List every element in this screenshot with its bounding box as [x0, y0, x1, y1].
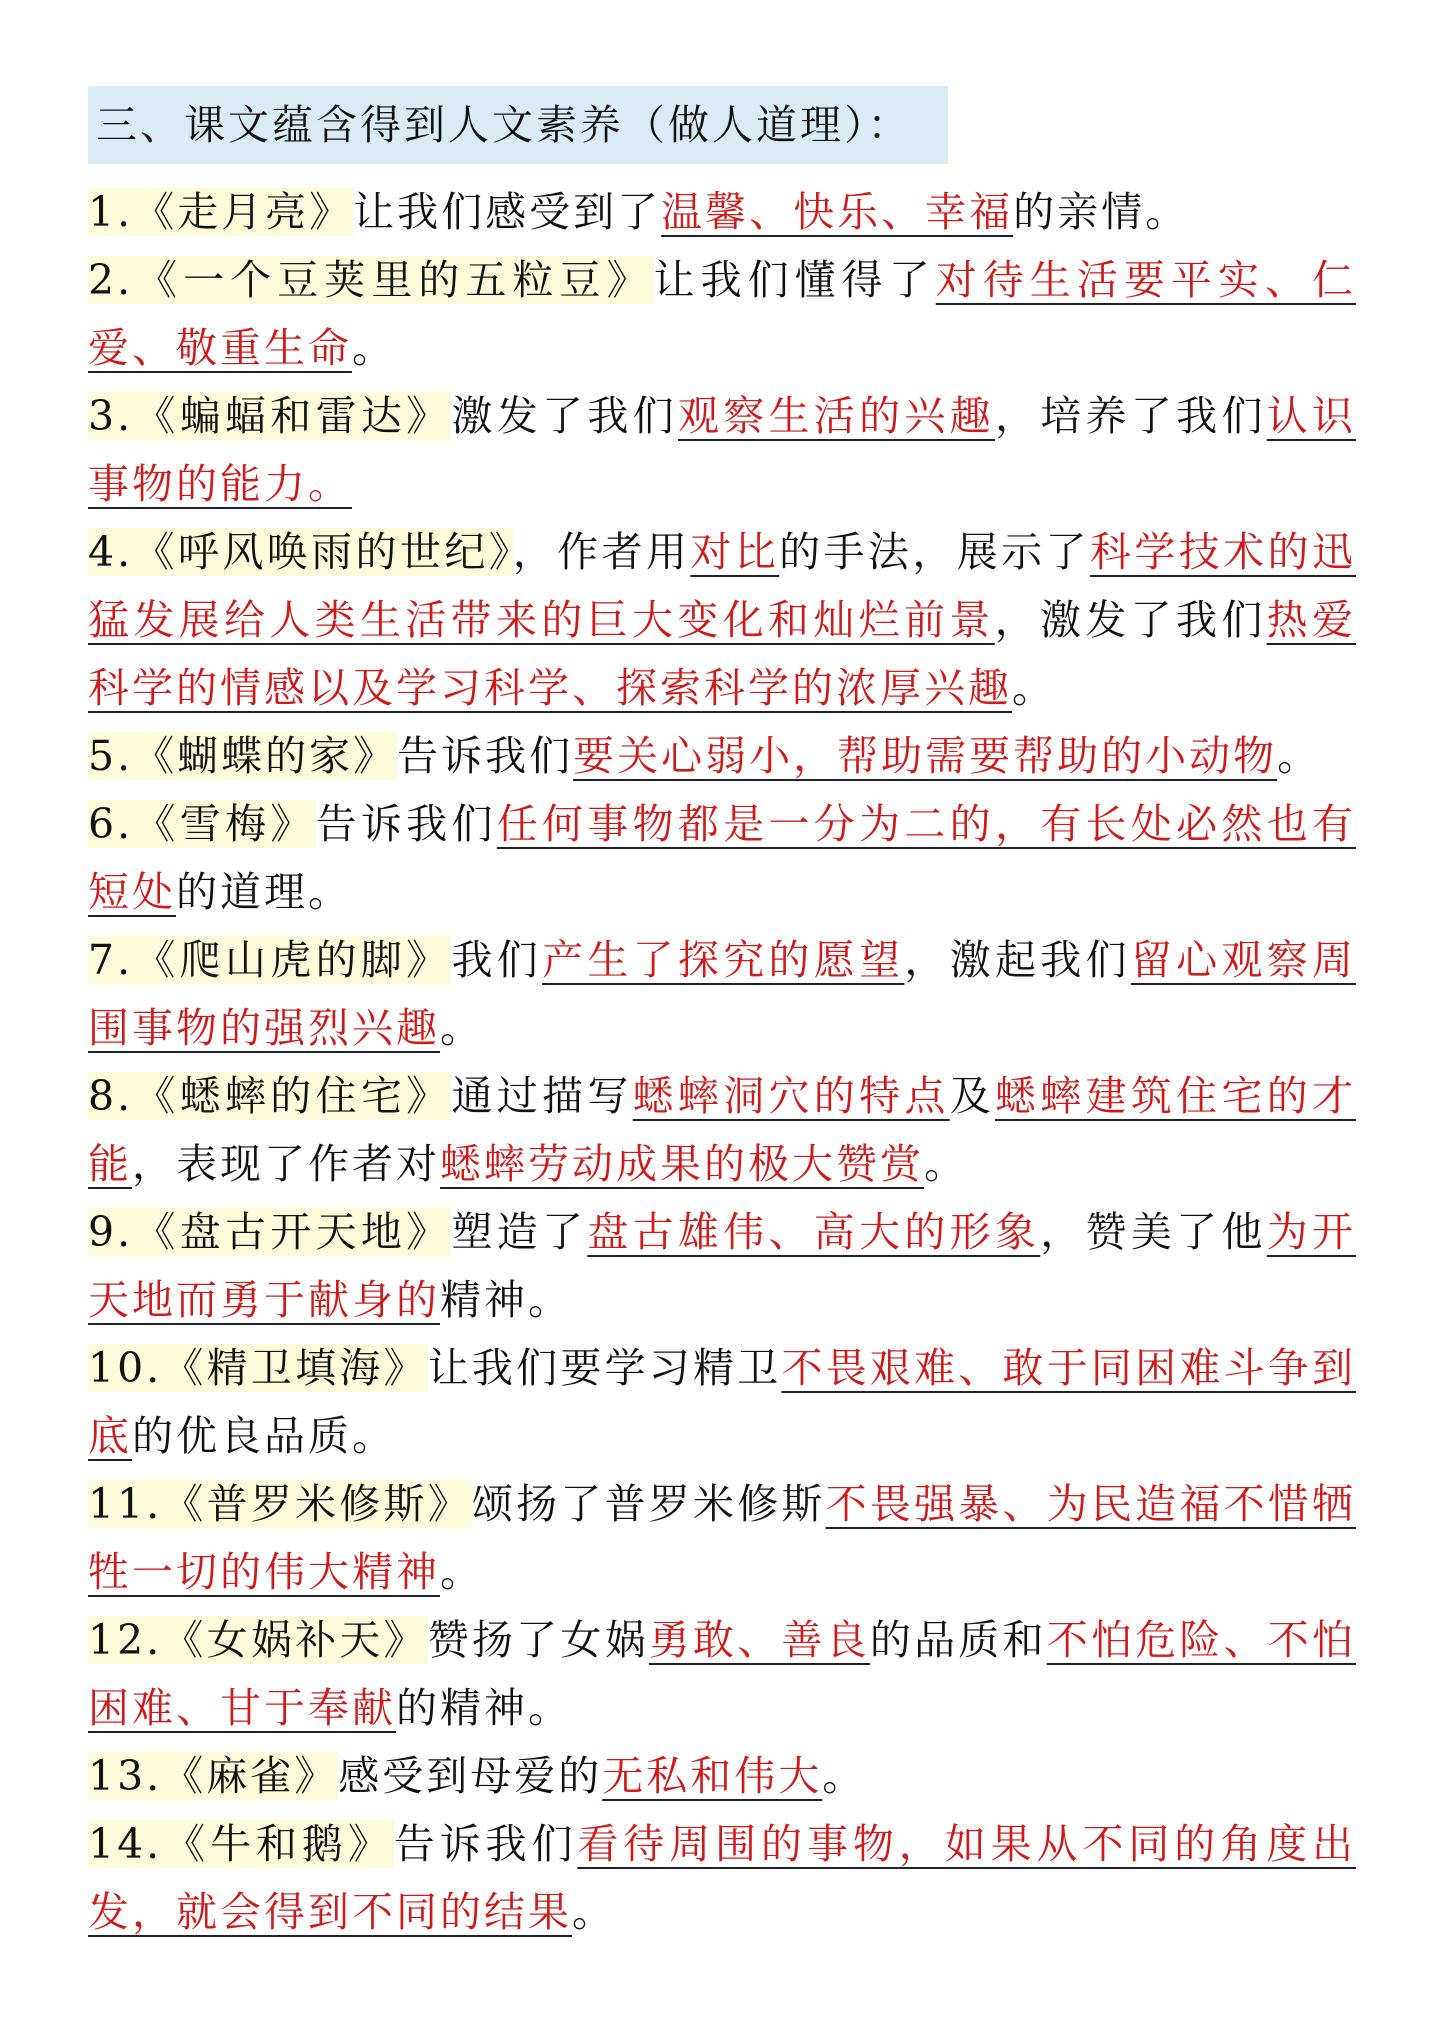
book-title: 4.《呼风唤雨的世纪》: [88, 528, 513, 576]
book-title: 7.《爬山虎的脚》: [88, 936, 452, 984]
keyword: 看待周围的事物，如果从不同的角度出发，就会得到不同的结果: [88, 1820, 1357, 1936]
list-item-14: 14.《牛和鹅》告诉我们看待周围的事物，如果从不同的角度出发，就会得到不同的结果。: [88, 1820, 1357, 1936]
book-title: 14.《牛和鹅》: [88, 1820, 394, 1868]
keyword: 对待生活要平实、仁爱、敬重生命: [88, 256, 1357, 372]
keyword: 留心观察周围事物的强烈兴趣: [88, 936, 1357, 1052]
book-title: 11.《普罗米修斯》: [88, 1480, 472, 1528]
book-title: 5.《蝴蝶的家》: [88, 732, 398, 780]
book-title: 3.《蝙蝠和雷达》: [88, 392, 452, 440]
book-title: 2.《一个豆荚里的五粒豆》: [88, 256, 654, 304]
book-title: 1.《走月亮》: [88, 188, 354, 236]
book-title: 13.《麻雀》: [88, 1752, 339, 1800]
keyword: 观察生活的兴趣: [677, 392, 995, 440]
keyword: 产生了探究的愿望: [542, 936, 905, 984]
list-item-13: 13.《麻雀》感受到母爱的无私和伟大。: [88, 1752, 867, 1800]
list-item-7: 7.《爬山虎的脚》我们产生了探究的愿望，激起我们留心观察周围事物的强烈兴趣。: [88, 936, 1357, 1052]
keyword: 无私和伟大: [602, 1752, 823, 1800]
list-item-2: 2.《一个豆荚里的五粒豆》让我们懂得了对待生活要平实、仁爱、敬重生命。: [88, 256, 1357, 372]
book-title: 12.《女娲补天》: [88, 1616, 428, 1664]
keyword: 不怕危险、不怕困难、甘于奉献: [88, 1616, 1357, 1732]
keyword: 蟋蟀洞穴的特点: [632, 1072, 950, 1120]
book-title: 8.《蟋蟀的住宅》: [88, 1072, 452, 1120]
list-item-6: 6.《雪梅》告诉我们任何事物都是一分为二的，有长处必然也有短处的道理。: [88, 800, 1357, 916]
book-title: 6.《雪梅》: [88, 800, 316, 848]
section-title: 三、课文蕴含得到人文素养（做人道理）：: [88, 86, 948, 164]
keyword: 科学技术的迅猛发展给人类生活带来的巨大变化和灿烂前景: [88, 528, 1356, 644]
list-item-1: 1.《走月亮》让我们感受到了温馨、快乐、幸福的亲情。: [88, 188, 1190, 236]
list-item-12: 12.《女娲补天》赞扬了女娲勇敢、善良的品质和不怕危险、不怕困难、甘于奉献的精神。: [88, 1616, 1357, 1732]
document-page: [88, 86, 1356, 1946]
keyword: 要关心弱小，帮助需要帮助的小动物: [573, 732, 1278, 780]
list-item-8: 8.《蟋蟀的住宅》通过描写蟋蟀洞穴的特点及蟋蟀建筑住宅的才能，表现了作者对蟋蟀劳动成果的极大赞赏。: [88, 1072, 1357, 1188]
keyword: 盘古雄伟、高大的形象: [587, 1208, 1041, 1256]
list-item-9: 9.《盘古开天地》塑造了盘古雄伟、高大的形象，赞美了他为开天地而勇于献身的精神。: [88, 1208, 1357, 1324]
list-item-10: 10.《精卫填海》让我们要学习精卫不畏艰难、敢于同困难斗争到底的优良品质。: [88, 1344, 1357, 1460]
list-item-4: 4.《呼风唤雨的世纪》，作者用对比的手法，展示了科学技术的迅猛发展给人类生活带来的巨大变化和灿烂前景，激发了我们热爱科学的情感以及学习科学、探索科学的浓厚兴趣。: [88, 528, 1357, 712]
list-item-5: 5.《蝴蝶的家》告诉我们要关心弱小，帮助需要帮助的小动物。: [88, 732, 1322, 780]
list-item-11: 11.《普罗米修斯》颂扬了普罗米修斯不畏强暴、为民造福不惜牺牲一切的伟大精神。: [88, 1480, 1357, 1596]
keyword: 任何事物都是一分为二的，有长处必然也有短处: [88, 800, 1357, 916]
book-title: 9.《盘古开天地》: [88, 1208, 452, 1256]
book-title: 10.《精卫填海》: [88, 1344, 428, 1392]
keyword: 不畏强暴、为民造福不惜牺牲一切的伟大精神: [88, 1480, 1357, 1596]
keyword: 不畏艰难、敢于同困难斗争到底: [88, 1344, 1357, 1460]
keyword: 热爱科学的情感以及学习科学、探索科学的浓厚兴趣: [88, 596, 1357, 712]
list-item-3: 3.《蝙蝠和雷达》激发了我们观察生活的兴趣，培养了我们认识事物的能力。: [88, 392, 1357, 508]
keyword: 勇敢、善良: [648, 1616, 870, 1664]
keyword: 温馨、快乐、幸福: [661, 188, 1014, 236]
keyword: 认识事物的能力。: [88, 392, 1357, 508]
keyword: 对比: [690, 528, 780, 576]
keyword: 蟋蟀建筑住宅的才能: [88, 1072, 1357, 1188]
keyword: 蟋蟀劳动成果的极大赞赏: [440, 1140, 924, 1188]
keyword: 为开天地而勇于献身的: [88, 1208, 1357, 1324]
